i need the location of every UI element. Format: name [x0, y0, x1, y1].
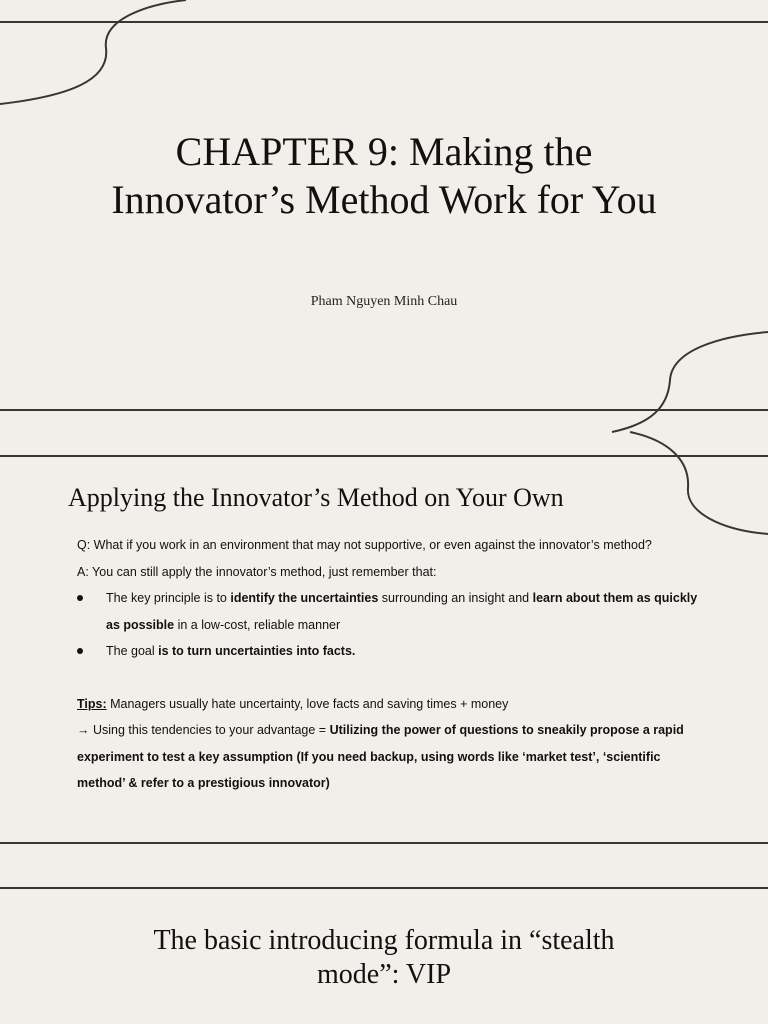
bullet-icon [77, 595, 83, 601]
bullet1-text-2: surrounding an insight and [378, 591, 533, 605]
bullet1-text-3: in a low-cost, reliable manner [174, 617, 341, 632]
bullet1-text-1: The key principle is to [106, 591, 231, 605]
arrow-right-icon: → [77, 723, 90, 737]
bullet-icon [77, 648, 83, 654]
bullet2-bold-1: is to turn uncertainties into facts. [158, 644, 356, 658]
slide1-top-rule [0, 21, 768, 23]
slide2-body [77, 532, 707, 797]
bullet1-bold-1: identify the uncertainties [230, 591, 379, 605]
formula-title: The basic introducing formula in “stealth mode”: VIP [153, 925, 615, 990]
tips-text: Managers usually hate uncertainty, love facts and saving times + money [106, 696, 509, 711]
right-upper-curve [612, 332, 768, 432]
tips-line [77, 691, 707, 718]
list-item [77, 638, 707, 665]
principle-list [77, 585, 707, 665]
top-left-curve [0, 0, 186, 104]
question-text: Q: What if you work in an environment that may not supportive, or even against the innovator’s method? [77, 538, 652, 552]
bullet1-bold-2: learn about them as quickly as possible [106, 591, 698, 632]
chapter-title: CHAPTER 9: Making the Innovator’s Method Work for You [111, 129, 657, 222]
bullet2-text-1: The goal [106, 644, 159, 658]
tips-label: Tips: [77, 696, 107, 711]
advantage-text: Using this tendencies to your advantage = [89, 723, 330, 737]
section-heading: Applying the Innovator’s Method on Your Own [68, 483, 564, 512]
advantage-bold: Utilizing the power of questions to sneakily propose a rapid experiment to test a key assumption (If you need backup, using words like ‘market test’, ‘scientific method’ & refer to a prestigious innovator) [77, 723, 684, 790]
slide3-top-rule [0, 887, 768, 889]
advantage-line [77, 717, 707, 797]
slide2-top-rule [0, 455, 768, 457]
author-name: Pham Nguyen Minh Chau [310, 294, 458, 309]
list-item [77, 585, 707, 638]
slide2-bottom-rule [0, 842, 768, 844]
slide1-bottom-rule [0, 409, 768, 411]
answer-text: A: You can still apply the innovator’s method, just remember that: [77, 564, 437, 579]
